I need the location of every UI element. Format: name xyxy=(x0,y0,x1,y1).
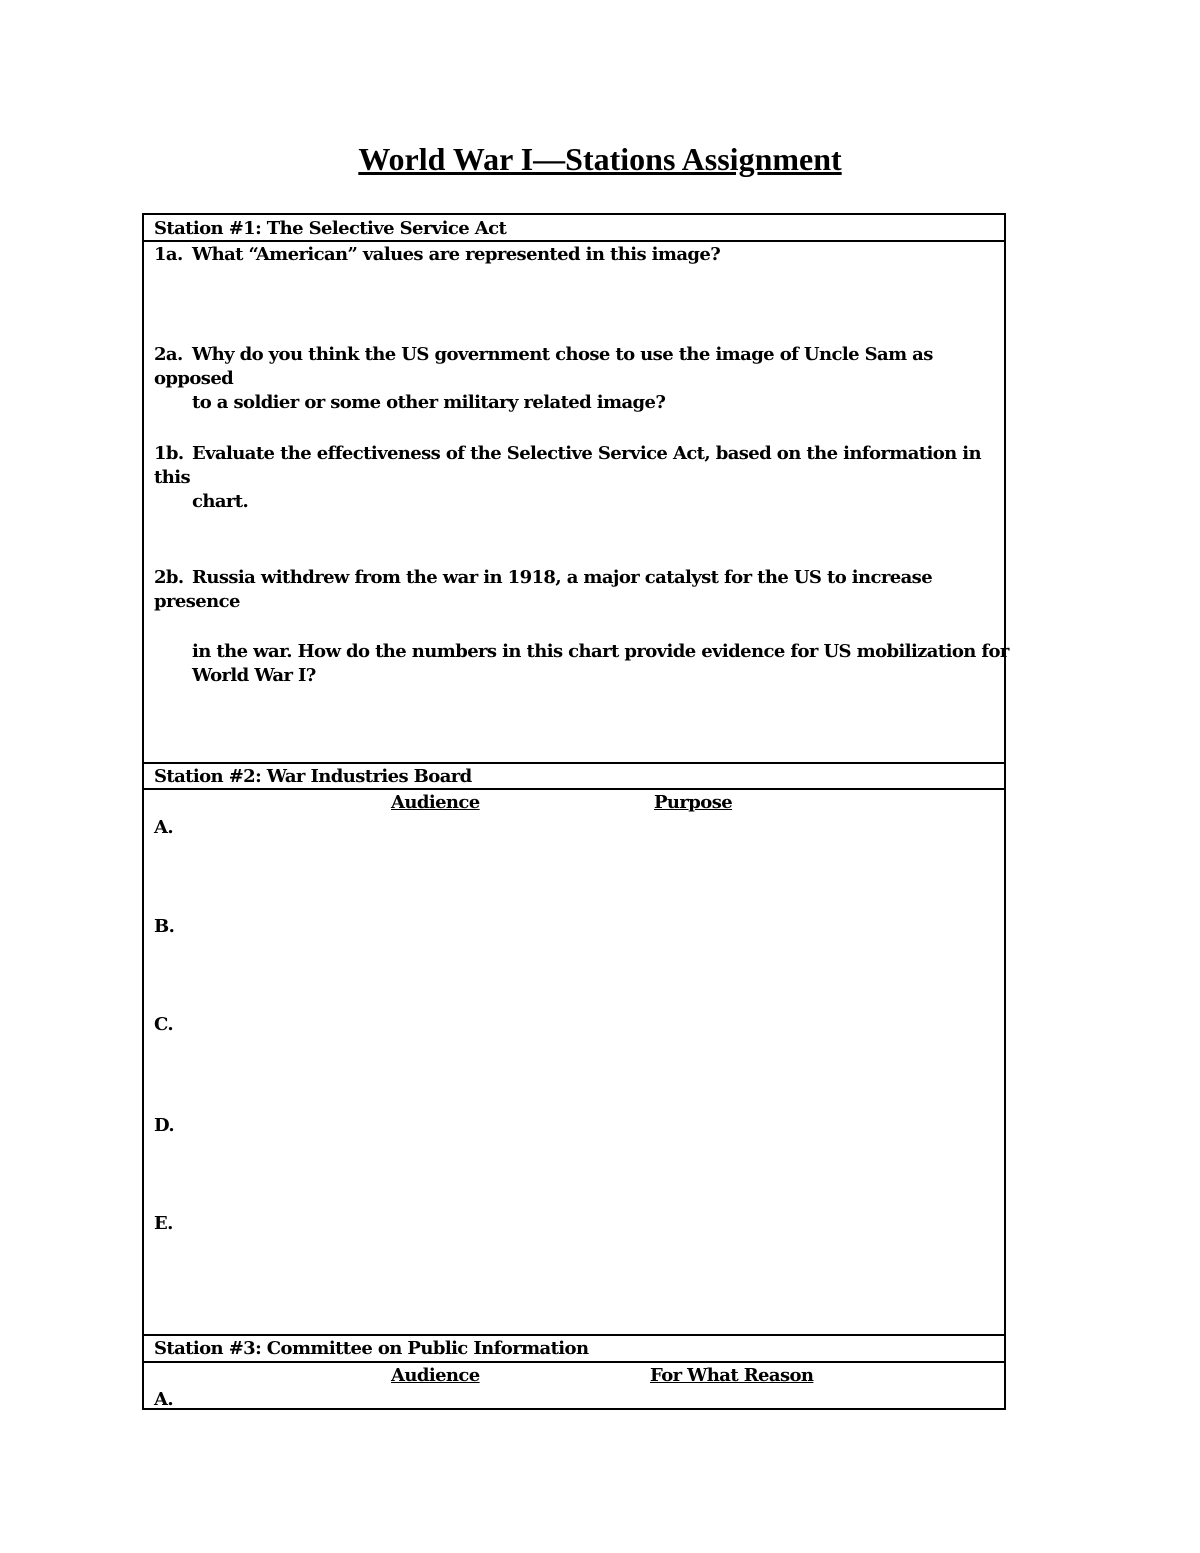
row-label: D. xyxy=(154,1115,175,1136)
audience-column-header: Audience xyxy=(391,792,480,813)
row-label: A. xyxy=(154,817,174,838)
row-label: E. xyxy=(154,1213,173,1234)
question-text: in the war. How do the numbers in this chart provide evidence for US mobilization for xyxy=(192,641,1009,662)
divider xyxy=(144,788,1004,790)
audience-column-header: Audience xyxy=(391,1365,480,1386)
question-text: Why do you think the US government chose to use the image of Uncle Sam as opposed xyxy=(154,344,933,389)
divider xyxy=(144,1334,1004,1336)
reason-column-header: For What Reason xyxy=(650,1365,814,1386)
purpose-column-header: Purpose xyxy=(654,792,733,813)
station2-header: Station #2: War Industries Board xyxy=(154,766,472,787)
question-text: chart. xyxy=(192,491,249,512)
divider xyxy=(144,1361,1004,1363)
question-text: What “American” values are represented in this image? xyxy=(192,244,721,265)
question-text: Russia withdrew from the war in 1918, a major catalyst for the US to increase presence xyxy=(154,567,933,612)
question-number: 1b. xyxy=(154,443,184,464)
divider xyxy=(144,240,1004,242)
question-text: to a soldier or some other military related image? xyxy=(192,392,666,413)
question-2b xyxy=(154,566,1009,688)
station1-header: Station #1: The Selective Service Act xyxy=(154,218,507,239)
question-number: 2a. xyxy=(154,344,183,365)
question-text: World War I? xyxy=(192,665,316,686)
worksheet-table xyxy=(142,213,1009,1410)
question-number: 2b. xyxy=(154,567,184,588)
question-1b xyxy=(154,442,994,514)
row-label: A. xyxy=(154,1389,174,1410)
page-title: World War I—Stations Assignment xyxy=(358,141,842,177)
row-label: C. xyxy=(154,1014,174,1035)
question-number: 1a. xyxy=(154,244,183,265)
question-text: Evaluate the effectiveness of the Selective Service Act, based on the information in this xyxy=(154,443,981,488)
question-2a xyxy=(154,343,994,415)
row-label: B. xyxy=(154,916,175,937)
station3-header: Station #3: Committee on Public Information xyxy=(154,1338,589,1359)
divider xyxy=(144,762,1004,764)
question-1a xyxy=(154,243,994,267)
